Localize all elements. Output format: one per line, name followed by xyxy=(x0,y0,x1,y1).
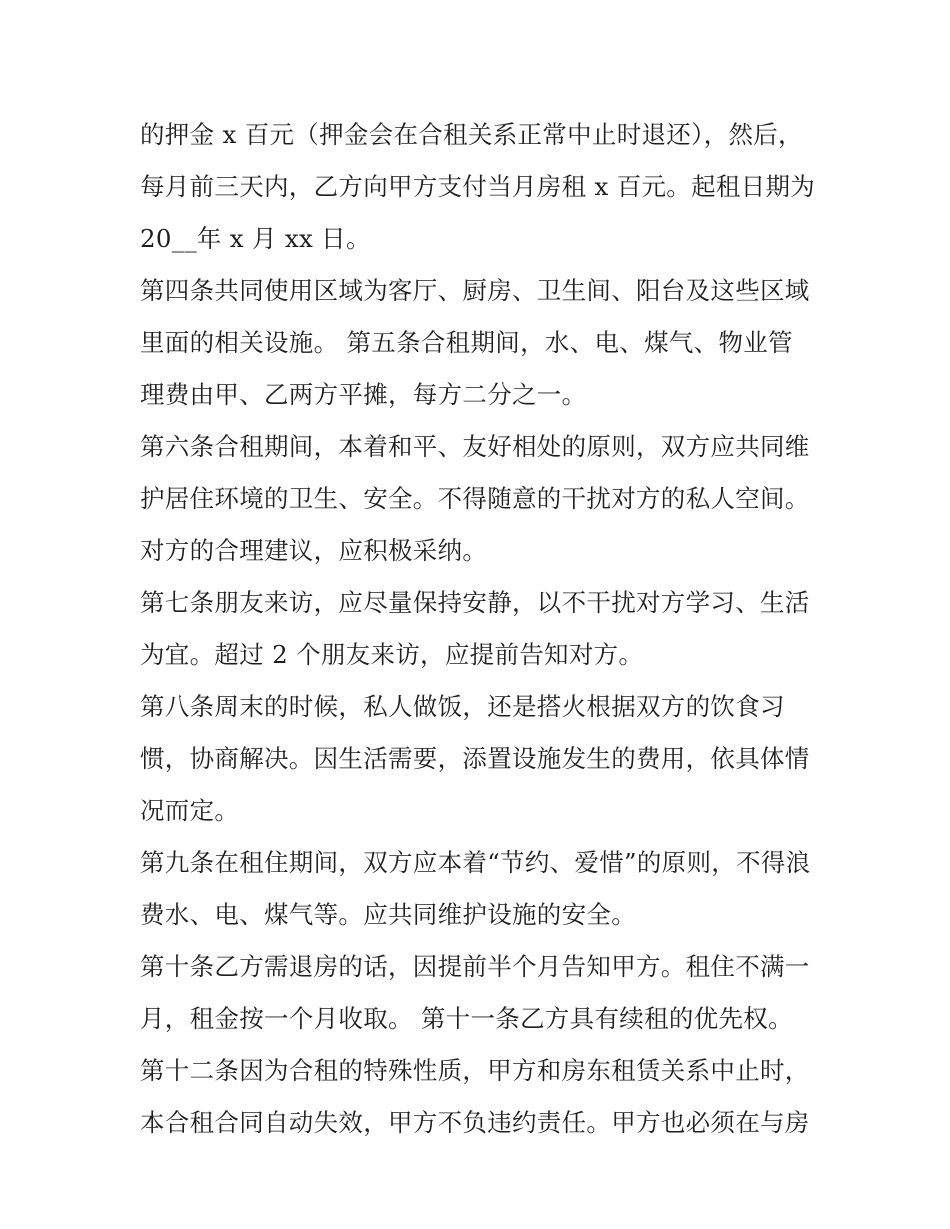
text-line: 第七条朋友来访，应尽量保持安静，以不干扰对方学习、生活 xyxy=(140,588,810,617)
text-line: 第十二条因为合租的特殊性质，甲方和房东租赁关系中止时， xyxy=(140,1056,810,1085)
text-line: 月，租金按一个月收取。 第十一条乙方具有续租的优先权。 xyxy=(140,1004,793,1033)
text-line: 里面的相关设施。 第五条合租期间，水、电、煤气、物业管 xyxy=(140,328,793,357)
text-line: 况而定。 xyxy=(140,796,240,825)
text-line: 理费由甲、乙两方平摊，每方二分之一。 xyxy=(140,380,587,409)
text-line: 费水、电、煤气等。应共同维护设施的安全。 xyxy=(140,900,636,929)
text-line: 第四条共同使用区域为客厅、厨房、卫生间、阳台及这些区域 xyxy=(140,276,810,305)
text-line: 第六条合租期间，本着和平、友好相处的原则，双方应共同维 xyxy=(140,432,810,461)
document-body xyxy=(140,109,820,1149)
text-line: 每月前三天内，乙方向甲方支付当月房租 x 百元。起租日期为 xyxy=(140,172,816,201)
text-line: 护居住环境的卫生、安全。不得随意的干扰对方的私人空间。 xyxy=(140,484,810,513)
text-line: 第八条周末的时候，私人做饭，还是搭火根据双方的饮食习 xyxy=(140,692,785,721)
text-line: 惯，协商解决。因生活需要，添置设施发生的费用，依具体情 xyxy=(140,744,810,773)
text-line: 对方的合理建议，应积极采纳。 xyxy=(140,536,488,565)
text-line: 本合租合同自动失效，甲方不负违约责任。甲方也必须在与房 xyxy=(140,1108,810,1137)
text-line: 第九条在租住期间，双方应本着“节约、爱惜”的原则，不得浪 xyxy=(140,848,811,877)
text-line: 的押金 x 百元（押金会在合租关系正常中止时退还），然后， xyxy=(140,120,803,149)
text-line: 为宜。超过 2 个朋友来访，应提前告知对方。 xyxy=(140,640,644,669)
text-line: 第十条乙方需退房的话，因提前半个月告知甲方。租住不满一 xyxy=(140,952,810,981)
text-line: 20__年 x 月 xx 日。 xyxy=(140,224,371,253)
